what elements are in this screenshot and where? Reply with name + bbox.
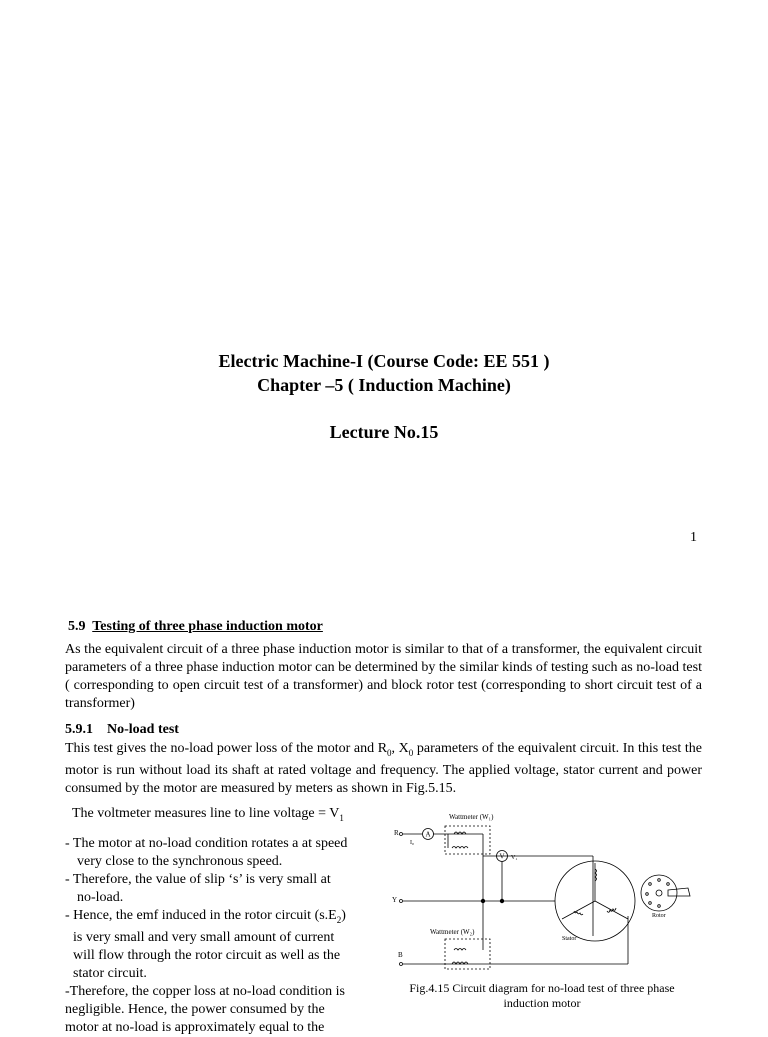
figure-caption	[392, 981, 692, 1011]
wattmeter-1-label: Wattmeter (W₁)	[449, 813, 494, 821]
bullet-3-line-2: is very small and very small amount of current	[73, 929, 335, 945]
bullet-3-text: - Hence, the emf induced in the rotor circuit (s.E	[65, 907, 337, 923]
bullet-1-line-1: - The motor at no-load condition rotates a at speed	[65, 835, 348, 851]
voltmeter-text: The voltmeter measures line to line voltage = V	[72, 806, 340, 821]
line-y-label: Y	[392, 896, 398, 904]
voltage-label: V₁	[511, 855, 518, 861]
wattmeter-2-label: Wattmeter (W₂)	[430, 928, 475, 936]
section-paragraph: As the equivalent circuit of a three phase induction motor is similar to that of a transformer, the equivalent circuit parameters of a three phase induction motor can be determined by the similar kinds of testing such as no-load test ( corresponding to open circuit test of a transformer) and block rotor test (corresponding to short circuit test of a transformer)	[65, 642, 702, 711]
circuit-diagram	[388, 806, 700, 976]
bullet-2-line-1: - Therefore, the value of slip ‘s’ is very small at	[65, 871, 331, 887]
bullet-4-line-2: negligible. Hence, the power consumed by the	[65, 1001, 325, 1017]
left-column	[65, 805, 369, 1037]
chapter-title: Chapter –5 ( Induction Machine)	[257, 375, 511, 395]
bullet-1-line-2: very close to the synchronous speed.	[77, 853, 283, 869]
x0-subscript: 0	[408, 747, 414, 758]
bullet-2-line-2: no-load.	[77, 889, 124, 905]
voltmeter-subscript: 1	[339, 812, 344, 823]
bullet-4-line-3: motor at no-load is approximately equal to the	[65, 1019, 325, 1035]
line-r-label: R	[394, 829, 399, 837]
lecture-title: Lecture No.15	[329, 422, 439, 442]
terminal-y	[400, 900, 403, 903]
rotor-label: Rotor	[652, 913, 666, 919]
bullet-3-close: )	[341, 907, 346, 923]
bullet-4-line-1: -Therefore, the copper loss at no-load condition is	[65, 983, 345, 999]
current-label: I₀	[410, 840, 415, 846]
wattmeter-2-coil	[454, 949, 466, 951]
voltmeter-line	[65, 805, 369, 827]
section-title: Testing of three phase induction motor	[92, 619, 323, 634]
figure-caption-line-2: induction motor	[503, 996, 581, 1010]
subsection-heading	[65, 722, 179, 738]
section-number: 5.9	[68, 619, 86, 634]
noload-text-a: This test gives the no-load power loss of the motor and R	[65, 741, 388, 756]
r0-subscript: 0	[387, 747, 392, 758]
noload-text-c: parameters of the equivalent circuit. In this test the motor is run without load its shaft at rated voltage and frequency. The applied voltage, stator current and power consumed by the motor are measured by meters as shown in Fig.5.15.	[65, 741, 702, 796]
page-number: 1	[690, 530, 697, 545]
terminal-b	[400, 963, 403, 966]
noload-text-b: , X	[391, 741, 409, 756]
bullet-3-line-1	[65, 907, 369, 929]
rotor-shaft	[656, 890, 662, 896]
subsection-title: No-load test	[107, 722, 179, 737]
figure-caption-line-1: Fig.4.15 Circuit diagram for no-load test of three phase	[409, 981, 675, 995]
ammeter-label: A	[425, 830, 431, 839]
rotor-shaft-extension	[668, 888, 690, 896]
subsection-number: 5.9.1	[65, 722, 93, 737]
section-heading	[68, 619, 323, 635]
noload-paragraph	[65, 740, 702, 798]
voltmeter-label: V	[499, 852, 505, 861]
line-b-label: B	[398, 951, 403, 959]
wattmeter-1-pressure-coil	[452, 847, 468, 849]
stator-label: Stator	[562, 936, 577, 942]
bullet-3-line-4: stator circuit.	[73, 965, 147, 981]
bullet-3-line-3: will flow through the rotor circuit as well as the	[73, 947, 341, 963]
document-title: Electric Machine-I (Course Code: EE 551 )	[218, 351, 550, 371]
terminal-r	[400, 833, 403, 836]
e2-subscript: 2	[336, 914, 342, 925]
